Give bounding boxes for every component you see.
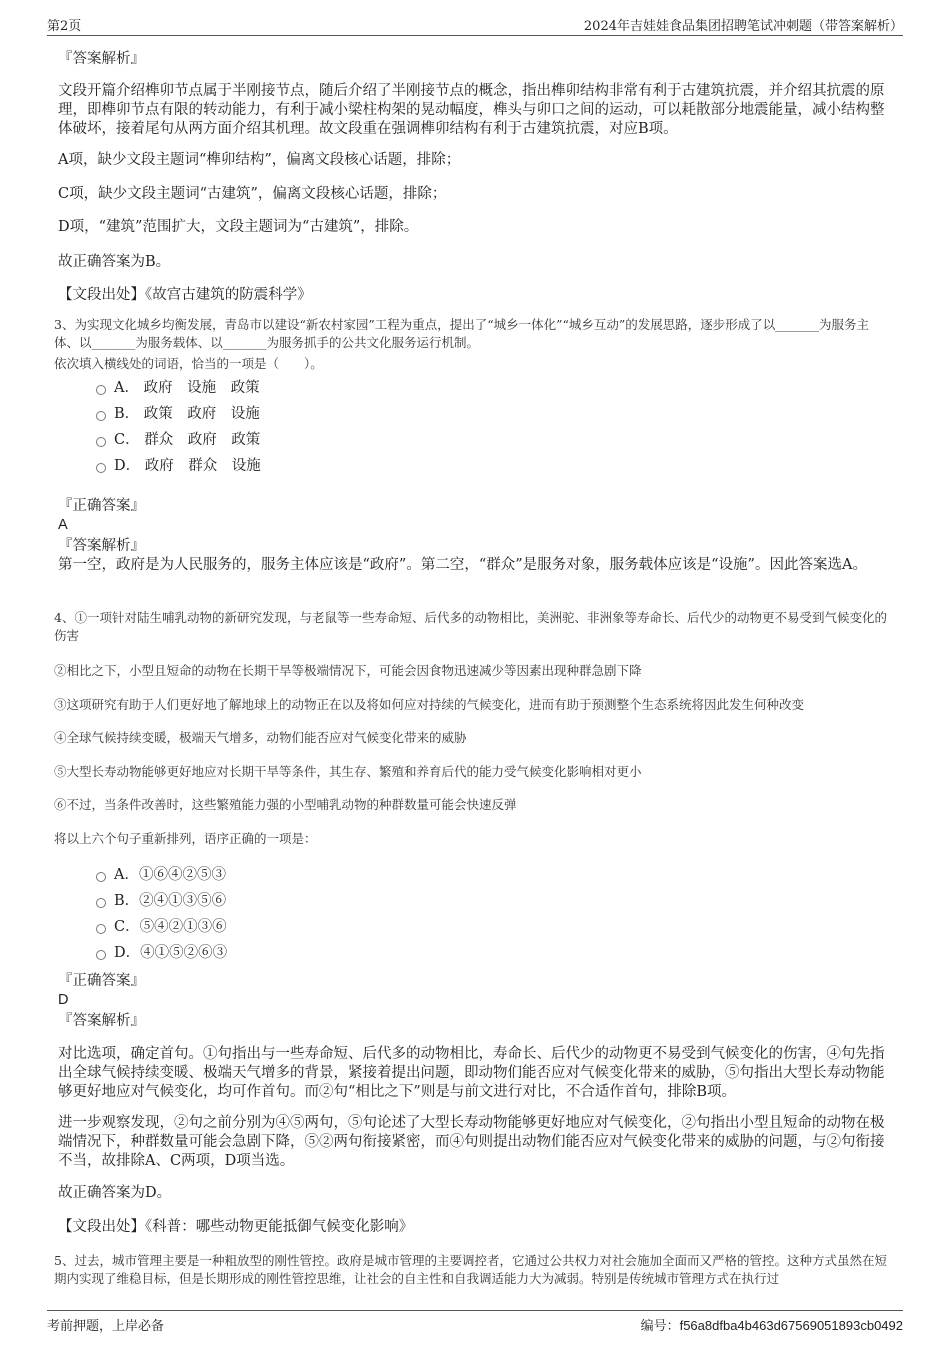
radio-icon[interactable] (96, 872, 106, 882)
answer-value: D (58, 992, 69, 1008)
document-title: 2024年吉娃娃食品集团招聘笔试冲刺题（带答案解析） (583, 19, 903, 34)
source: 【文段出处】《科普：哪些动物更能抵御气候变化影响》 (58, 1219, 414, 1235)
answer-label: 『正确答案』 (58, 973, 145, 989)
analysis-option-a: A项，缺少文段主题词“榫卯结构”，偏离文段核心话题，排除； (58, 152, 461, 168)
source: 【文段出处】《故宫古建筑的防震科学》 (58, 287, 312, 303)
question-4-sentence-5: ⑤大型长寿动物能够更好地应对长期干旱等条件，其生存、繁殖和养育后代的能力受气候变化影响相对更小 (54, 764, 642, 779)
answer-label: 『正确答案』 (58, 498, 145, 514)
analysis-option-c: C项，缺少文段主题词“古建筑”，偏离文段核心话题，排除； (58, 186, 447, 202)
question-4-sentence-6: ⑥不过，当条件改善时，这些繁殖能力强的小型哺乳动物的种群数量可能会快速反弹 (54, 797, 517, 812)
question-4-sentence-3: ③这项研究有助于人们更好地了解地球上的动物正在以及将如何应对持续的气候变化，进而有助于预测整个生态系统将因此发生何种改变 (54, 697, 805, 712)
document-code: 编号：f56a8dfba4b463d67569051893cb0492 (640, 1318, 903, 1333)
analysis-paragraph-1: 对比选项，确定首句。①句指出与一些寿命短、后代多的动物相比，寿命长、后代少的动物更不易受到气候变化的伤害，④句先指出全球气候持续变暖、极端天气增多的背景，紧接着提出问题，即动物们能否应对气候变化带来的威胁，⑤句指出大型长寿动物能够更好地应对气候变化，均可作首句。而②句“相比之下”则是与前文进行对比，不合适作首句，排除B项。 (58, 1046, 885, 1100)
analysis-paragraph-2: 进一步观察发现，②句之前分别为④⑤两句，⑤句论述了大型长寿动物能够更好地应对气候变化，②句指出小型且短命的动物在极端情况下，种群数量可能会急剧下降，⑤②两句衔接紧密，而④句则提出动物们能否应对气候变化带来的威胁的问题，与②句衔接不当，故排除A、C两项，D项当选。 (58, 1115, 885, 1169)
q4-option-d[interactable]: D．④①⑤②⑥③ (96, 943, 227, 963)
radio-icon[interactable] (96, 437, 106, 447)
analysis-label: 『答案解析』 (58, 538, 145, 554)
radio-icon[interactable] (96, 385, 106, 395)
page-footer (47, 1310, 903, 1333)
question-4-sentence-1: 4、①一项针对陆生哺乳动物的新研究发现，与老鼠等一些寿命短、后代多的动物相比，美洲驼、非洲象等寿命长、后代少的动物更不易受到气候变化的伤害 (54, 610, 887, 643)
q4-option-b[interactable]: B．②④①③⑤⑥ (96, 891, 226, 911)
answer-value: A (58, 517, 68, 533)
analysis-paragraph: 文段开篇介绍榫卯节点属于半刚接节点，随后介绍了半刚接节点的概念，指出榫卯结构非常有利于古建筑抗震，并介绍其抗震的原理，即榫卯节点有限的转动能力，有利于减小梁柱构架的晃动幅度，榫头与卯口之间的运动，可以耗散部分地震能量，减小结构整体破坏，接着尾句从两方面介绍其机理。故文段重在强调榫卯结构有利于古建筑抗震，对应B项。 (58, 83, 885, 137)
radio-icon[interactable] (96, 411, 106, 421)
footer-slogan: 考前押题，上岸必备 (47, 1319, 165, 1334)
question-4-prompt: 将以上六个句子重新排列，语序正确的一项是： (54, 831, 317, 846)
page-number: 第2页 (47, 19, 82, 34)
radio-icon[interactable] (96, 463, 106, 473)
q3-option-a[interactable]: A． 政府 设施 政策 (96, 378, 260, 398)
analysis-label: 『答案解析』 (58, 51, 145, 67)
q3-option-d[interactable]: D． 政府 群众 设施 (96, 456, 261, 476)
q4-option-a[interactable]: A．①⑥④②⑤③ (96, 865, 226, 885)
analysis-label: 『答案解析』 (58, 1013, 145, 1029)
q3-option-b[interactable]: B． 政策 政府 设施 (96, 404, 260, 424)
analysis-paragraph: 第一空，政府是为人民服务的，服务主体应该是“政府”。第二空，“群众”是服务对象，服务载体应该是“设施”。因此答案选A。 (58, 557, 867, 573)
page-header (47, 15, 903, 36)
conclusion: 故正确答案为D。 (58, 1185, 172, 1201)
question-3-prompt: 依次填入横线处的词语，恰当的一项是（ ）。 (54, 356, 323, 371)
question-3-stem: 3、为实现文化城乡均衡发展，青岛市以建设“新农村家园”工程为重点，提出了“城乡一体化”“城乡互动”的发展思路，逐步形成了以_______为服务主体、以_______为服务载体、以_______为服务抓手的公共文化服务运行机制。 (54, 317, 870, 350)
question-4-sentence-2: ②相比之下，小型且短命的动物在长期干旱等极端情况下，可能会因食物迅速减少等因素出现种群急剧下降 (54, 663, 642, 678)
question-4-sentence-4: ④全球气候持续变暖，极端天气增多，动物们能否应对气候变化带来的威胁 (54, 730, 467, 745)
conclusion: 故正确答案为B。 (58, 254, 171, 270)
radio-icon[interactable] (96, 898, 106, 908)
q3-option-c[interactable]: C． 群众 政府 政策 (96, 430, 260, 450)
radio-icon[interactable] (96, 950, 106, 960)
analysis-option-d: D项，“建筑”范围扩大，文段主题词为“古建筑”，排除。 (58, 219, 419, 235)
radio-icon[interactable] (96, 924, 106, 934)
question-5-stem: 5、过去，城市管理主要是一种粗放型的刚性管控。政府是城市管理的主要调控者，它通过公共权力对社会施加全面而又严格的管控。这种方式虽然在短期内实现了维稳目标，但是长期形成的刚性管控思维，让社会的自主性和自我调适能力大为减弱。特别是传统城市管理方式在执行过 (54, 1253, 887, 1286)
q4-option-c[interactable]: C．⑤④②①③⑥ (96, 917, 227, 937)
